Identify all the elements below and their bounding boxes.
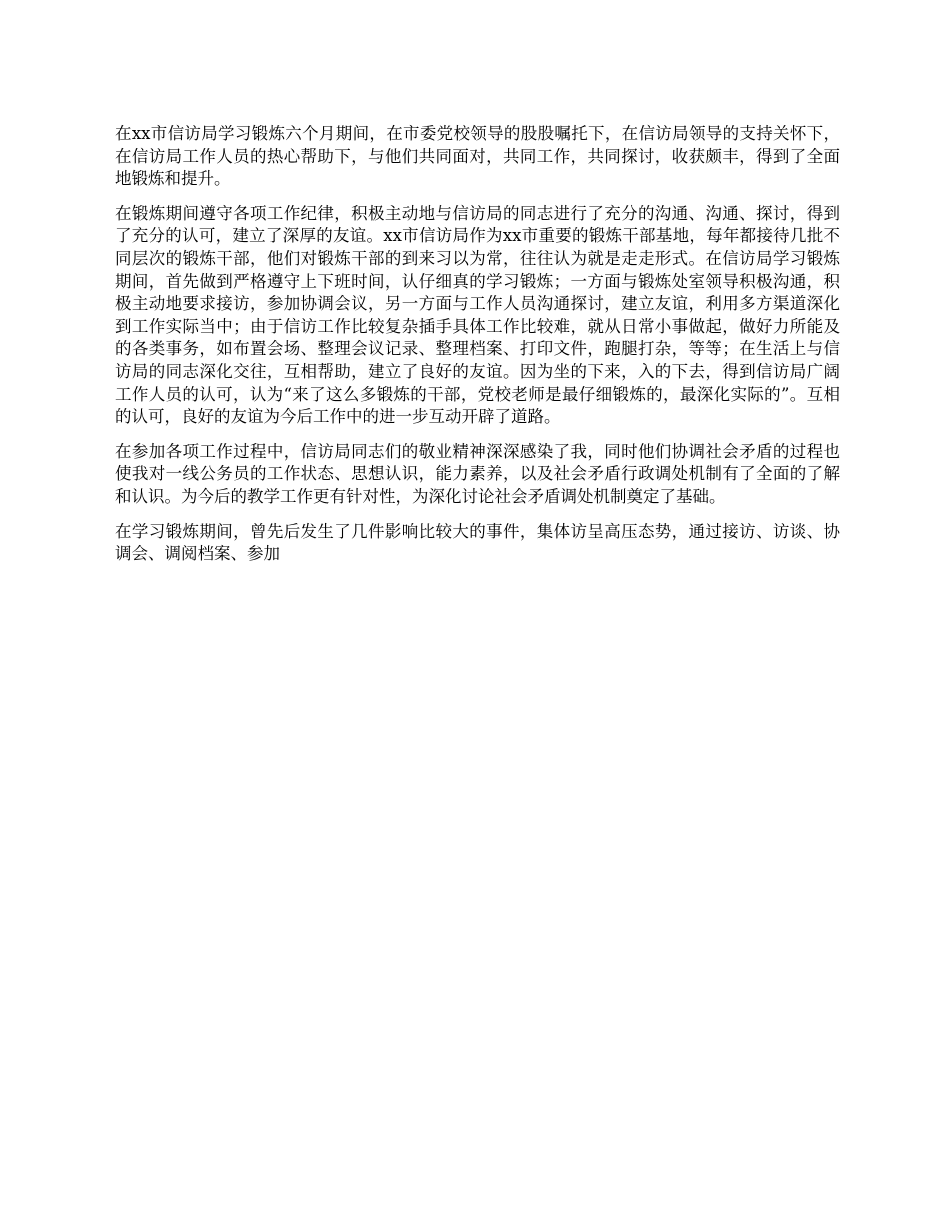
paragraph-1: 在xx市信访局学习锻炼六个月期间，在市委党校领导的股股嘱托下，在信访局领导的支持关怀下，在信访局工作人员的热心帮助下，与他们共同面对，共同工作，共同探讨，收获颇丰，得到了全面地锻炼和提升。 xyxy=(115,124,840,189)
document-body xyxy=(115,123,840,578)
paragraph-4: 在学习锻炼期间，曾先后发生了几件影响比较大的事件，集体访呈高压态势，通过接访、访谈、协调会、调阅档案、参加 xyxy=(115,521,840,564)
paragraph-3: 在参加各项工作过程中，信访局同志们的敬业精神深深感染了我，同时他们协调社会矛盾的过程也使我对一线公务员的工作状态、思想认识，能力素养，以及社会矛盾行政调处机制有了全面的了解和认识。为今后的教学工作更有针对性，为深化讨论社会矛盾调处机制奠定了基础。 xyxy=(115,441,840,506)
paragraph-2: 在锻炼期间遵守各项工作纪律，积极主动地与信访局的同志进行了充分的沟通、沟通、探讨，得到了充分的认可，建立了深厚的友谊。xx市信访局作为xx市重要的锻炼干部基地，每年都接待几批不同层次的锻炼干部，他们对锻炼干部的到来习以为常，往往认为就是走走形式。在信访局学习锻炼期间，首先做到严格遵守上下班时间，认仔细真的学习锻炼；一方面与锻炼处室领导积极沟通，积极主动地要求接访，参加协调会议，另一方面与工作人员沟通探讨，建立友谊，利用多方渠道深化到工作实际当中；由于信访工作比较复杂插手具体工作比较难，就从日常小事做起，做好力所能及的各类事务，如布置会场、整理会议记录、整理档案、打印文件，跑腿打杂，等等；在生活上与信访局的同志深化交往，互相帮助，建立了良好的友谊。因为坐的下来，入的下去，得到信访局广阔工作人员的认可，认为“来了这么多锻炼的干部，党校老师是最仔细锻炼的，最深化实际的”。互相的认可，良好的友谊为今后工作中的进一步互动开辟了道路。 xyxy=(115,203,840,427)
